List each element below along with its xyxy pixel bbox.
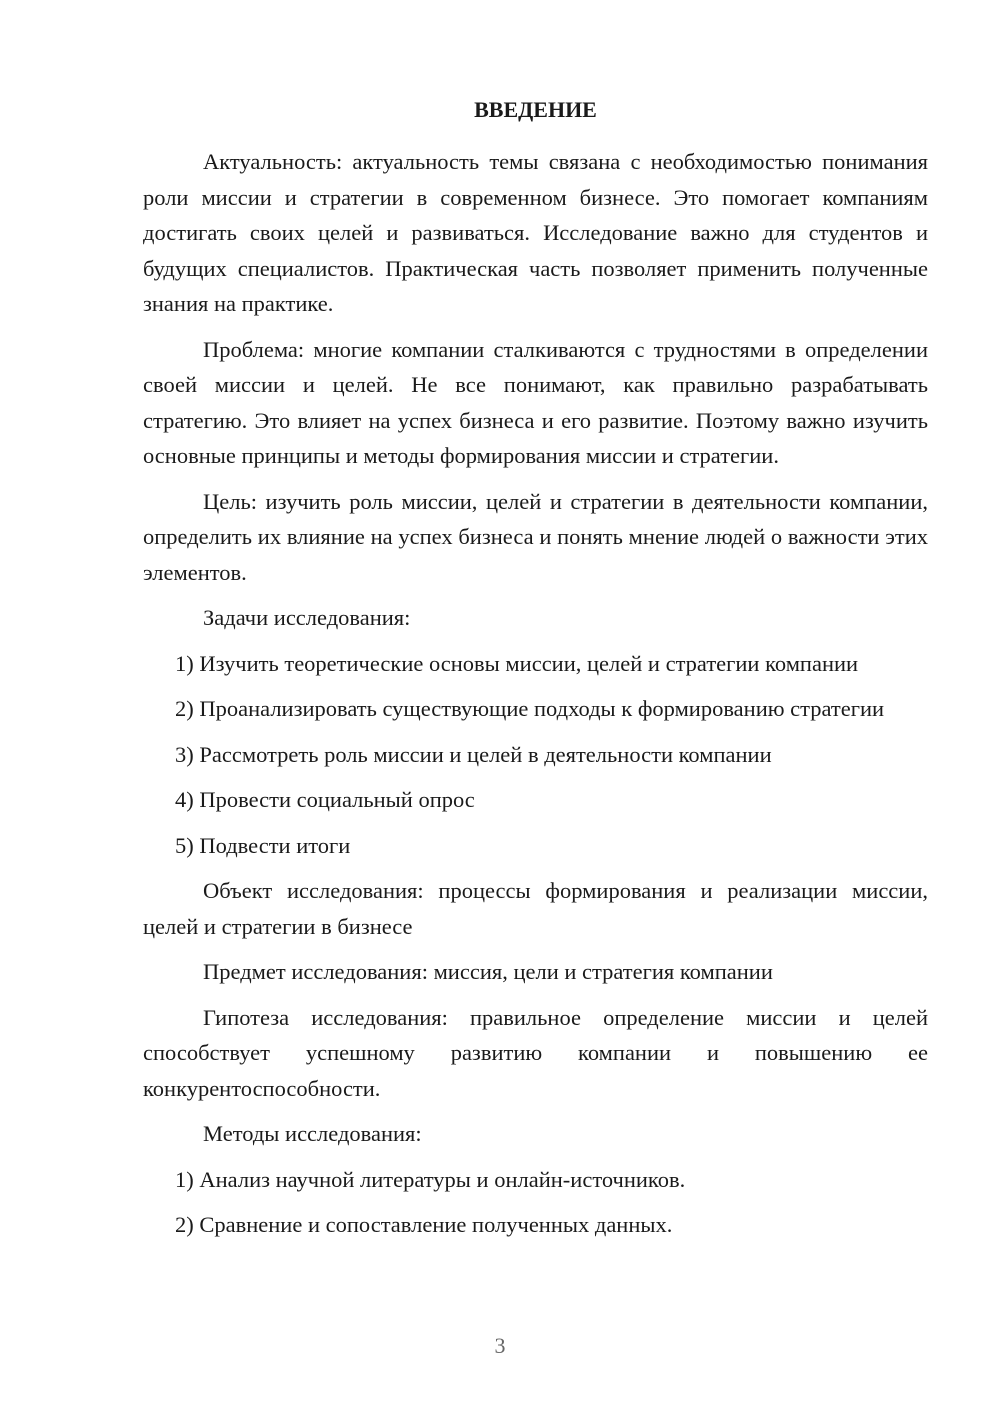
tasks-heading: Задачи исследования: — [203, 605, 411, 630]
goal-paragraph: Цель: изучить роль миссии, целей и стратегии в деятельности компании, определить их влияние на успех бизнеса и понять мнение людей о важности этих элементов. — [143, 488, 928, 585]
subject-paragraph: Предмет исследования: миссия, цели и стратегия компании — [203, 959, 773, 984]
page-title: ВВЕДЕНИЕ — [474, 97, 597, 122]
task-item: 4) Провести социальный опрос — [175, 787, 475, 812]
document-page — [143, 96, 928, 1253]
method-item: 1) Анализ научной литературы и онлайн-источников. — [175, 1166, 686, 1192]
task-item: 5) Подвести итоги — [175, 832, 351, 858]
object-paragraph: Объект исследования: процессы формирования и реализации миссии, целей и стратегии в бизнесе — [143, 878, 928, 939]
task-item: 3) Рассмотреть роль миссии и целей в деятельности компании — [175, 741, 772, 767]
method-item: 2) Сравнение и сопоставление полученных данных. — [175, 1212, 673, 1237]
relevance-paragraph: Актуальность: актуальность темы связана с необходимостью понимания роли миссии и стратегии в современном бизнесе. Это помогает компаниям достигать своих целей и развиваться. Исследование важно для студентов и будущих специалистов. Практическая часть позволяет применить полученные знания на практике. — [143, 149, 928, 316]
page-number: 3 — [494, 1333, 506, 1358]
hypothesis-paragraph: Гипотеза исследования: правильное определение миссии и целей способствует успешному развитию компании и повышению ее конкурентоспособности. — [143, 1004, 928, 1101]
task-item: 2) Проанализировать существующие подходы к формированию стратегии — [175, 696, 885, 721]
problem-paragraph: Проблема: многие компании сталкиваются с трудностями в определении своей миссии и целей. Не все понимают, как правильно разрабатывать стратегию. Это влияет на успех бизнеса и его развитие. Поэтому важно изучить основные принципы и методы формирования миссии и стратегии. — [143, 336, 928, 468]
task-item: 1) Изучить теоретические основы миссии, целей и стратегии компании — [175, 650, 859, 676]
methods-heading: Методы исследования: — [203, 1121, 422, 1146]
